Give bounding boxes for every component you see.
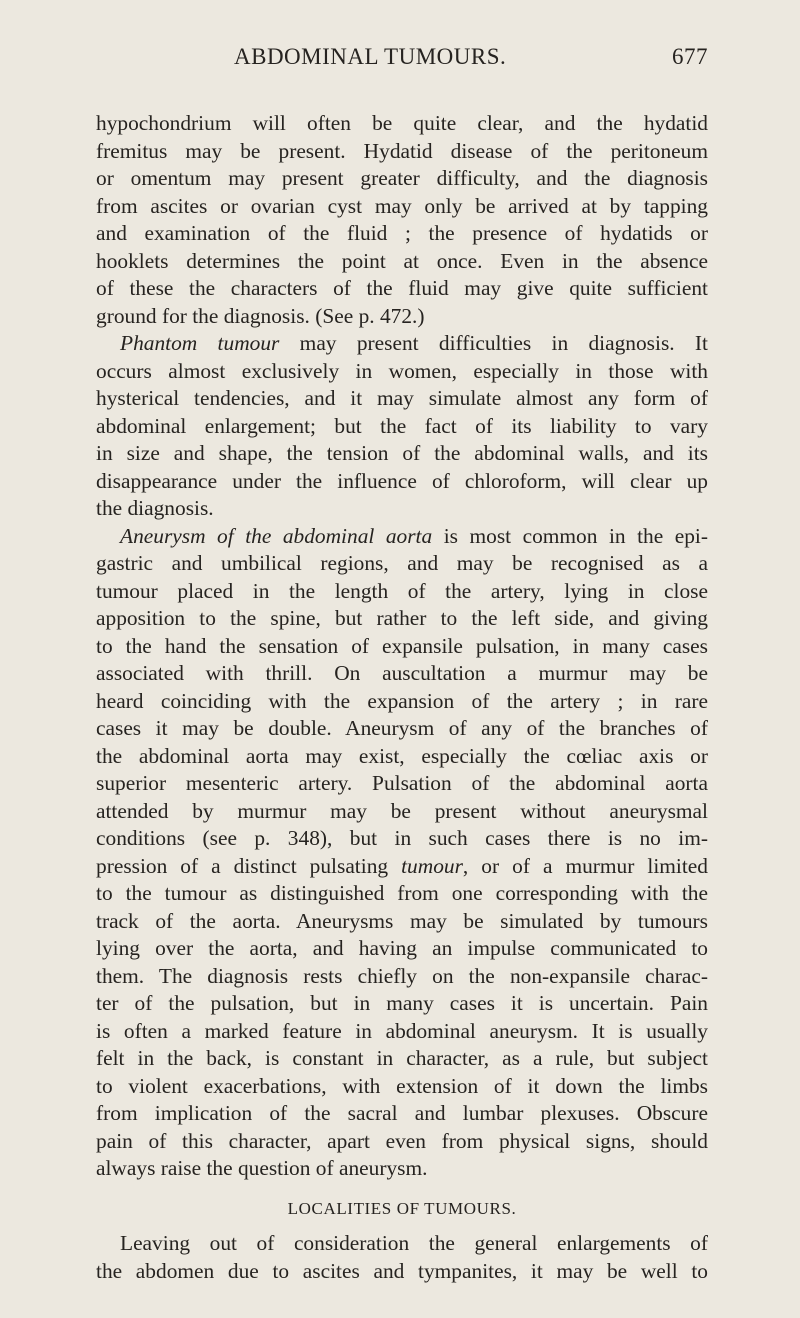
text-line: occurs almost exclusively in women, especially in those with: [96, 358, 708, 383]
text-line: [96, 853, 708, 881]
text-line: to the hand the sensation of expansile pulsation, in many cases: [96, 633, 708, 658]
text-line: and examination of the fluid ; the presence of hydatids or: [96, 221, 708, 245]
text-line: or omentum may present greater difficulty, and the diagnosis: [96, 166, 708, 190]
text-line: conditions (see p. 348), but in such cases there is no im-: [96, 826, 708, 850]
text-line: hooklets determines the point at once. Even in the absence: [96, 248, 708, 273]
text-line: pain of this character, apart even from physical signs, should: [96, 1128, 708, 1153]
text-line: the abdominal aorta may exist, especially the cœliac axis or: [96, 743, 708, 768]
text-line: is often a marked feature in abdominal aneurysm. It is usually: [96, 1018, 708, 1043]
text-line: tumour placed in the length of the artery, lying in close: [96, 578, 708, 603]
paragraph-hydatid: [96, 110, 708, 330]
text-line: lying over the aorta, and having an impulse communicated to: [96, 936, 708, 960]
text-run: is most common in the epi-: [432, 523, 708, 548]
text-line: in size and shape, the tension of the abdominal walls, and its: [96, 441, 708, 465]
text-line: cases it may be double. Aneurysm of any of the branches of: [96, 716, 708, 740]
text-line: fremitus may be present. Hydatid disease of the peritoneum: [96, 138, 708, 163]
text-line: hypochondrium will often be quite clear, and the hydatid: [96, 111, 708, 135]
text-line: always raise the question of aneurysm.: [96, 1156, 428, 1180]
text-line: [96, 330, 708, 358]
running-head: [96, 44, 708, 76]
text-line: disappearance under the influence of chloroform, will clear up: [96, 468, 708, 493]
text-line: from implication of the sacral and lumbar plexuses. Obscure: [96, 1101, 708, 1125]
text-line: hysterical tendencies, and it may simulate almost any form of: [96, 386, 708, 410]
text-run: , or of a murmur limited: [462, 853, 708, 878]
text-line: ter of the pulsation, but in many cases it is uncertain. Pain: [96, 991, 708, 1015]
text-run: may present difficulties in diagnosis. It: [279, 331, 708, 355]
text-line: the abdomen due to ascites and tympanites, it may be well to: [96, 1258, 708, 1283]
text-line: superior mesenteric artery. Pulsation of the abdominal aorta: [96, 771, 708, 795]
text-line: attended by murmur may be present without aneurysmal: [96, 798, 708, 823]
text-line: felt in the back, is constant in character, as a rule, but subject: [96, 1046, 708, 1070]
text-line: to violent exacerbations, with extension of it down the limbs: [96, 1073, 708, 1098]
text-line: abdominal enlargement; but the fact of its liability to vary: [96, 413, 708, 438]
text-line: Leaving out of consideration the general enlargements of: [120, 1231, 708, 1255]
paragraph-aortic-aneurysm: [96, 523, 708, 1183]
text-line: associated with thrill. On auscultation a murmur may be: [96, 661, 708, 685]
text-line: them. The diagnosis rests chiefly on the non-expansile charac-: [96, 963, 708, 988]
tumour-term: tumour: [401, 853, 463, 878]
section-heading: LOCALITIES OF TUMOURS.: [287, 1198, 517, 1218]
text-line: the diagnosis.: [96, 496, 214, 520]
text-line: ground for the diagnosis. (See p. 472.): [96, 303, 425, 328]
page-number: 677: [672, 44, 708, 69]
text-line: apposition to the spine, but rather to the left side, and giving: [96, 606, 708, 630]
body-text: [96, 110, 708, 1285]
text-line: track of the aorta. Aneurysms may be simulated by tumours: [96, 908, 708, 933]
text-line: of these the characters of the fluid may give quite sufficient: [96, 276, 708, 300]
text-line: heard coinciding with the expansion of the artery ; in rare: [96, 688, 708, 713]
text-line: to the tumour as distinguished from one corresponding with the: [96, 881, 708, 905]
running-title: ABDOMINAL TUMOURS.: [234, 44, 507, 69]
text-line: from ascites or ovarian cyst may only be arrived at by tapping: [96, 193, 708, 218]
phantom-tumour-term: Phantom tumour: [120, 331, 280, 355]
paragraph-localities: [96, 1230, 708, 1285]
text-line: gastric and umbilical regions, and may be recognised as a: [96, 551, 708, 575]
paragraph-phantom-tumour: [96, 330, 708, 523]
aneurysm-term: Aneurysm of the abdominal aorta: [120, 523, 433, 548]
text-run: pression of a distinct pulsating: [96, 853, 402, 878]
text-line: [96, 523, 708, 551]
